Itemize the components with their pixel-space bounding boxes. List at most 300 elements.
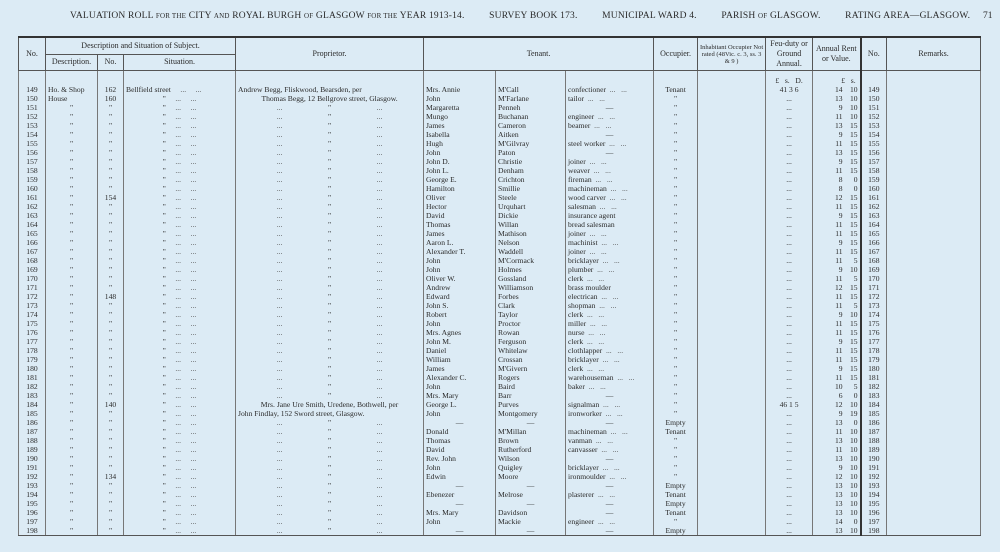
feu-duty [766,490,813,499]
situation [124,220,236,229]
proprietor [236,382,424,391]
street-number-text: 148 [104,292,117,301]
rent-pounds: 11 [835,229,843,238]
feu-duty-text: ... [786,157,792,166]
tenant-surname [496,490,566,499]
tenant-occupation [566,157,654,166]
col-no: No. [19,37,46,71]
occupier-text: " [674,184,678,193]
col-occupier: Occupier. [654,37,698,71]
entry-no-text: 178 [26,346,38,355]
tenant-occupation [566,139,654,148]
not-rated [698,292,766,301]
tenant-first-name [424,490,496,499]
entry-no-text: 181 [26,373,38,382]
table-row [19,157,981,166]
tenant-surname-text: Buchanan [498,112,529,121]
occupier-text: " [674,220,678,229]
description [46,481,98,490]
entry-no-2 [861,121,887,130]
annual-rent [813,319,861,328]
tenant-occupation-text: — [605,130,614,139]
entry-no [19,211,46,220]
situation [124,427,236,436]
rent-shillings: 15 [849,364,858,373]
entry-no-2-text: 155 [868,139,880,148]
tenant-surname-text: M'Millan [498,427,527,436]
leader-dots: ... [331,139,383,148]
description-text: " [69,139,74,148]
tenant-occupation-text: — [605,148,614,157]
proprietor-text: " [327,328,332,337]
annual-rent [813,130,861,139]
rent-pounds: 11 [835,292,843,301]
description [46,283,98,292]
remarks [887,211,981,220]
remarks [887,364,981,373]
occupier-text: " [674,211,678,220]
feu-duty [766,157,813,166]
leader-dots: ... [331,319,383,328]
tenant-occupation-text: ironworker [568,409,602,418]
leader-dots: ... [276,319,328,328]
proprietor-text: " [327,157,332,166]
entry-no-2-text: 190 [868,454,880,463]
feu-duty-text: ... [786,175,792,184]
remarks [887,247,981,256]
remarks [887,481,981,490]
tenant-occupation [566,94,654,103]
description [46,445,98,454]
leader-dots: ... [331,103,383,112]
entry-no-text: 153 [26,121,38,130]
tenant-first-name-text: Mungo [426,112,448,121]
entry-no-text: 184 [26,400,38,409]
not-rated [698,94,766,103]
proprietor-text: " [327,418,332,427]
tenant-surname [496,526,566,536]
entry-no [19,337,46,346]
entry-no-text: 197 [26,517,38,526]
rent-pounds: 11 [835,355,843,364]
leader-dots: ... ... [165,409,197,418]
col-not-rated: Inhabitant Occupier Not rated (48Vic. c. 3, ss. 3 & 9 ) [698,37,766,71]
entry-no-2 [861,328,887,337]
proprietor-text: " [327,193,332,202]
tenant-occupation-text: — [605,391,614,400]
feu-duty-text: ... [786,346,792,355]
tenant-occupation-text: signalman [568,400,600,409]
not-rated [698,346,766,355]
occupier [654,319,698,328]
remarks [887,436,981,445]
rent-pounds: 9 [838,364,843,373]
annual-rent [813,220,861,229]
entry-no-text: 159 [26,175,38,184]
rent-pounds: 8 [838,175,843,184]
tenant-surname [496,481,566,490]
description [46,472,98,481]
tenant-surname [496,121,566,130]
description-text: " [69,301,74,310]
occupier [654,337,698,346]
table-row [19,103,981,112]
remarks [887,517,981,526]
leader-dots: ... ... [584,382,606,391]
table-row [19,517,981,526]
tenant-surname-text: — [526,526,535,535]
entry-no [19,274,46,283]
occupier [654,454,698,463]
tenant-first-name-text: Aaron L. [426,238,454,247]
feu-duty [766,283,813,292]
proprietor [236,211,424,220]
not-rated [698,355,766,364]
leader-dots: ... [331,157,383,166]
leader-dots: ... [331,310,383,319]
feu-duty [766,193,813,202]
feu-duty [766,409,813,418]
tenant-occupation [566,472,654,481]
tenant-surname [496,499,566,508]
entry-no [19,328,46,337]
tenant-first-name-text: Hamilton [426,184,455,193]
tenant-first-name [424,445,496,454]
entry-no [19,481,46,490]
feu-duty-text: ... [786,472,792,481]
remarks [887,103,981,112]
not-rated [698,103,766,112]
entry-no-2 [861,436,887,445]
feu-duty [766,202,813,211]
annual-rent [813,346,861,355]
proprietor [236,301,424,310]
tenant-first-name-text: Mrs. Annie [426,85,461,94]
leader-dots: ... ... [165,121,197,130]
rating-area: RATING AREA—GLASGOW. [845,11,971,21]
feu-duty-text: ... [786,364,792,373]
feu-duty-text: ... [786,211,792,220]
entry-no [19,139,46,148]
street-number-text: " [108,148,113,157]
situation [124,364,236,373]
proprietor [236,274,424,283]
rent-pounds: 11 [835,220,843,229]
title-city: CITY [188,11,212,21]
leader-dots: ... [331,463,383,472]
feu-duty [766,526,813,536]
leader-dots: ... ... [165,490,197,499]
leader-dots: ... [276,508,328,517]
description-text: " [69,202,74,211]
entry-no-2 [861,346,887,355]
entry-no-text: 152 [26,112,38,121]
situation-text: " [162,400,166,409]
entry-no-text: 173 [26,301,38,310]
tenant-occupation-text: bricklayer [568,355,599,364]
feu-duty-text: ... [786,193,792,202]
street-number-text: " [108,229,113,238]
situation [124,418,236,427]
annual-rent [813,256,861,265]
occupier-text: " [674,265,678,274]
street-number-text: " [108,499,113,508]
leader-dots: ... ... [584,94,605,103]
tenant-occupation-text: clerk [568,310,584,319]
description [46,364,98,373]
street-number [98,85,124,94]
entry-no [19,202,46,211]
feu-duty-text: ... [786,526,792,535]
annual-rent [813,247,861,256]
entry-no-text: 158 [26,166,38,175]
rent-shillings: 15 [849,202,858,211]
entry-no-2 [861,310,887,319]
entry-no-2 [861,220,887,229]
leader-dots: ... [276,274,328,283]
leader-dots: ... [331,382,383,391]
tenant-surname [496,355,566,364]
entry-no-2-text: 161 [868,193,880,202]
proprietor [236,499,424,508]
entry-no-2-text: 166 [868,238,880,247]
situation-text: " [162,283,166,292]
leader-dots: ... [331,229,383,238]
annual-rent [813,373,861,382]
table-row [19,166,981,175]
rent-shillings: 15 [849,238,858,247]
situation-text: " [162,328,166,337]
rent-shillings: 0 [853,175,858,184]
leader-dots: ... ... [165,355,197,364]
proprietor-text: " [327,463,332,472]
street-number [98,409,124,418]
rent-shillings: 15 [849,220,858,229]
tenant-surname-text: — [526,499,535,508]
occupier-text: Empty [665,499,686,508]
unit-pounds: £ [775,76,780,85]
leader-dots: ... ... [165,265,197,274]
entry-no [19,256,46,265]
proprietor [236,319,424,328]
leader-dots: ... ... [165,463,197,472]
situation [124,175,236,184]
entry-no-2-text: 163 [868,211,880,220]
feu-duty-text: ... [786,517,792,526]
rent-pounds: 9 [838,310,843,319]
annual-rent [813,364,861,373]
roll-title [70,11,465,21]
tenant-occupation-text: plasterer [568,490,595,499]
tenant-occupation [566,112,654,121]
situation [124,193,236,202]
tenant-first-name [424,202,496,211]
street-number-text: " [108,328,113,337]
tenant-first-name [424,409,496,418]
remarks [887,238,981,247]
proprietor [236,490,424,499]
annual-rent [813,139,861,148]
tenant-surname [496,472,566,481]
tenant-occupation [566,364,654,373]
tenant-surname-text: Davidson [498,508,528,517]
entry-no-2-text: 164 [868,220,880,229]
situation-text: " [162,121,166,130]
tenant-surname [496,112,566,121]
situation [124,229,236,238]
leader-dots: ... [331,427,383,436]
rent-shillings: 15 [849,355,858,364]
description-text: " [69,454,74,463]
leader-dots: ... [331,148,383,157]
parish-of: OF [758,12,768,20]
description [46,355,98,364]
proprietor [236,247,424,256]
situation-text: " [162,220,166,229]
feu-duty-text: ... [786,445,792,454]
rent-pounds: 12 [834,400,843,409]
description [46,211,98,220]
not-rated [698,175,766,184]
rent-shillings: 10 [849,310,858,319]
annual-rent [813,436,861,445]
tenant-first-name-text: Isabella [426,130,450,139]
description [46,256,98,265]
tenant-occupation [566,121,654,130]
leader-dots: ... ... [165,256,197,265]
tenant-surname [496,193,566,202]
tenant-surname-text: Nelson [498,238,520,247]
description [46,103,98,112]
street-number-text: " [108,418,113,427]
proprietor [236,400,424,409]
rent-shillings: 10 [849,481,858,490]
leader-dots: ... ... [594,490,616,499]
leader-dots: ... [276,112,328,121]
rent-pounds: 13 [834,121,843,130]
description-text: " [69,499,74,508]
leader-dots: ... [276,202,328,211]
situation-text: " [162,373,166,382]
tenant-first-name [424,166,496,175]
entry-no-2 [861,238,887,247]
leader-dots: ... [276,436,328,445]
table-row [19,454,981,463]
entry-no-2 [861,508,887,517]
table-row [19,148,981,157]
leader-dots: ... ... [165,436,197,445]
street-number [98,463,124,472]
leader-dots: ... ... [583,337,605,346]
entry-no [19,103,46,112]
tenant-occupation-text: machineman [568,184,607,193]
proprietor [236,103,424,112]
leader-dots: ... [276,247,328,256]
leader-dots: ... ... [593,265,615,274]
feu-duty-text: ... [786,427,792,436]
tenant-occupation-text: beamer [568,121,591,130]
rent-pounds: 13 [834,454,843,463]
leader-dots: ... [276,337,328,346]
street-number-text: " [108,517,113,526]
description-text: " [69,121,74,130]
tenant-occupation [566,283,654,292]
street-number [98,256,124,265]
tenant-occupation-text: steel worker [568,139,606,148]
description [46,202,98,211]
tenant-occupation-text: — [605,526,614,535]
entry-no-2-text: 177 [868,337,880,346]
leader-dots: ... ... [585,247,607,256]
tenant-surname [496,238,566,247]
tenant-first-name [424,283,496,292]
occupier [654,157,698,166]
unit-shillings: s. [784,76,790,85]
entry-no-2 [861,229,887,238]
leader-dots: ... [276,346,328,355]
tenant-occupation [566,202,654,211]
annual-rent [813,409,861,418]
situation-text: " [162,364,166,373]
entry-no [19,130,46,139]
table-row [19,175,981,184]
proprietor-text: " [327,211,332,220]
rent-shillings: 0 [853,184,858,193]
tenant-surname [496,247,566,256]
entry-no-2-text: 179 [868,355,880,364]
remarks [887,472,981,481]
street-number [98,364,124,373]
tenant-surname [496,418,566,427]
leader-dots: ... ... [165,373,197,382]
entry-no-text: 175 [26,319,38,328]
entry-no-text: 167 [26,247,38,256]
tenant-surname-text: M'Call [498,85,519,94]
entry-no-text: 154 [26,130,38,139]
tenant-first-name-text: Rev. John [426,454,456,463]
rent-pounds: 9 [838,409,843,418]
rent-pounds: 11 [835,247,843,256]
entry-no-text: 166 [26,238,38,247]
entry-no-text: 150 [26,94,38,103]
annual-rent [813,283,861,292]
tenant-first-name-text: Alexander C. [426,373,467,382]
tenant-occupation [566,310,654,319]
occupier [654,517,698,526]
entry-no-text: 162 [26,202,38,211]
remarks [887,202,981,211]
tenant-surname-text: Williamson [498,283,534,292]
rent-shillings: 10 [849,94,858,103]
entry-no-2-text: 168 [868,256,880,265]
tenant-first-name-text: John [426,256,441,265]
tenant-surname-text: Moore [498,472,519,481]
not-rated [698,112,766,121]
entry-no-text: 157 [26,157,38,166]
description [46,454,98,463]
leader-dots: ... ... [594,517,616,526]
rent-shillings: 0 [853,517,858,526]
situation [124,373,236,382]
tenant-first-name-text: Andrew [426,283,451,292]
entry-no-2-text: 195 [868,499,880,508]
occupier [654,481,698,490]
street-number [98,499,124,508]
feu-duty [766,103,813,112]
annual-rent [813,517,861,526]
feu-duty-text: ... [786,238,792,247]
leader-dots: ... [276,193,328,202]
